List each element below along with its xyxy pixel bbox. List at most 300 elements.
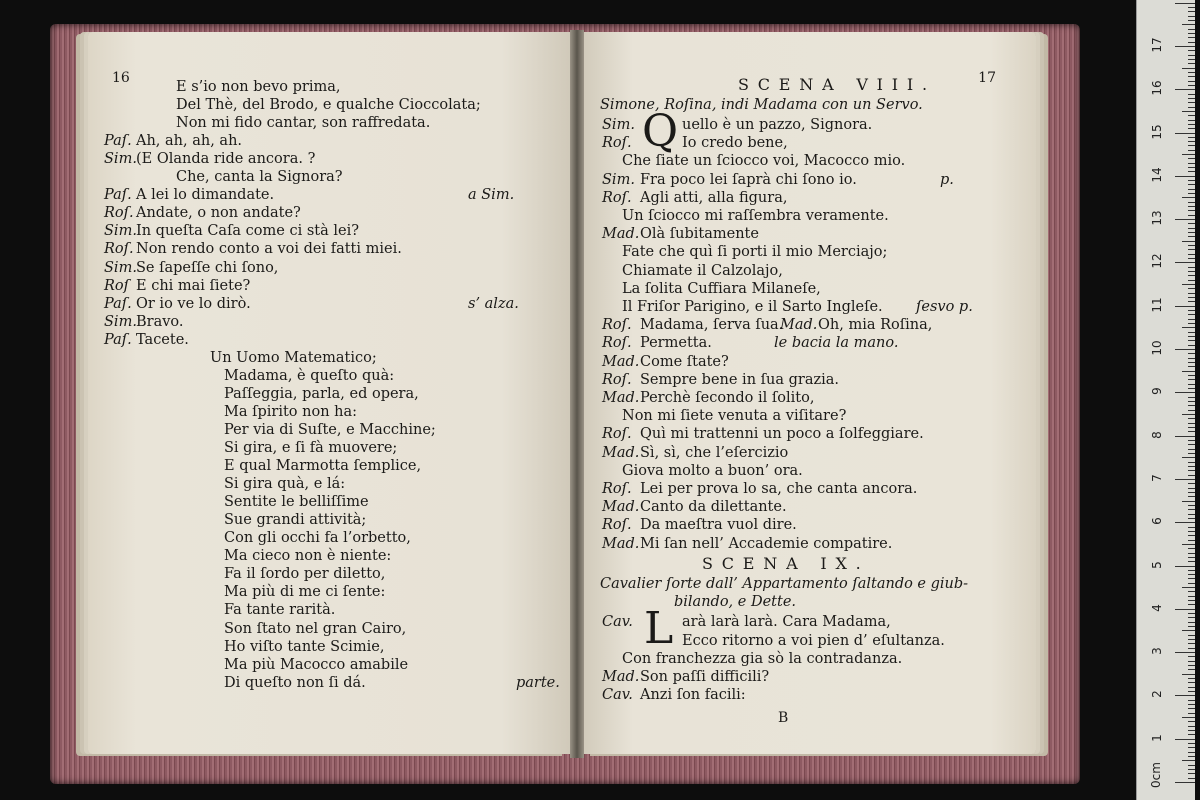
speaker-label: Sim. [104, 313, 137, 330]
ruler-tick [1188, 319, 1195, 320]
verse-line: Con franchezza gia sò la contradanza. [622, 650, 903, 667]
speaker-label: Paſ. [104, 295, 132, 312]
ruler-tick [1175, 89, 1195, 90]
ruler-tick [1188, 310, 1195, 311]
ruler-tick [1175, 609, 1195, 610]
ruler-tick [1188, 639, 1195, 640]
verse-line: Ho viſto tante Scimie, [224, 638, 385, 655]
speaker-label: Roſ. [602, 371, 632, 388]
scene-heading: SCENA IX. [702, 553, 870, 573]
ruler-tick [1188, 431, 1195, 432]
ruler-tick [1188, 184, 1195, 185]
ruler-tick [1182, 68, 1195, 69]
ruler-tick [1175, 392, 1195, 393]
verse-line: La ſolita Cuffiara Milaneſe, [622, 280, 821, 297]
verse-line: Di queſto non ſi dá. [224, 674, 366, 691]
speaker-label: Mad. [602, 669, 640, 685]
ruler-tick [1188, 691, 1195, 692]
ruler-tick [1188, 449, 1195, 450]
page-number-left: 16 [112, 70, 130, 86]
verse-line: Ecco ritorno a voi pien d’ eſultanza. [682, 632, 945, 649]
ruler-tick [1188, 128, 1195, 129]
ruler-tick [1188, 678, 1195, 679]
ruler-tick [1188, 418, 1195, 419]
ruler-tick [1188, 29, 1195, 30]
ruler-tick [1188, 648, 1195, 649]
speaker-label: Roſ. [104, 205, 134, 222]
speaker-label: Mad. [602, 353, 640, 370]
ruler-tick [1175, 436, 1195, 437]
right-page [578, 32, 1036, 754]
ruler-tick [1188, 76, 1195, 77]
verse-line: Non mi ſiete venuta a viſitare? [622, 408, 847, 425]
verse-line: Andate, o non andate? [136, 205, 301, 222]
ruler-tick [1188, 540, 1195, 541]
drop-capital: Q [642, 106, 679, 157]
ruler-tick [1188, 531, 1195, 532]
ruler-tick [1182, 630, 1195, 631]
ruler-tick [1188, 388, 1195, 389]
ruler-number: 1 [1150, 733, 1164, 742]
ruler-tick [1188, 336, 1195, 337]
ruler-number: 11 [1150, 297, 1164, 313]
ruler-tick [1175, 133, 1195, 134]
verse-line: Se ſapeſſe chi ſono, [136, 259, 279, 276]
ruler-tick [1188, 635, 1195, 636]
speaker-label: Mad. [602, 444, 640, 461]
verse-line: (E Olanda ride ancora. ? [136, 151, 316, 168]
ruler-tick [1188, 297, 1195, 298]
ruler-tick [1188, 215, 1195, 216]
scene-cast: bilando, e Dette. [674, 594, 797, 611]
ruler-tick [1188, 332, 1195, 333]
ruler-tick [1175, 739, 1195, 740]
ruler-tick [1188, 765, 1195, 766]
ruler-tick [1188, 323, 1195, 324]
verse-line: Lei per prova lo sa, che canta ancora. [640, 481, 918, 497]
verse-line: Un ſciocco mi raſſembra veramente. [622, 208, 889, 224]
ruler-tick [1188, 444, 1195, 445]
verse-line: E s’io non bevo prima, [176, 79, 341, 95]
speaker-label: Roſ. [602, 426, 632, 443]
ruler-tick [1188, 63, 1195, 64]
verse-line: Permetta. [640, 335, 712, 352]
speaker-label: Mad. [602, 226, 640, 243]
ruler-tick [1188, 7, 1195, 8]
ruler-tick [1182, 717, 1195, 718]
ruler-tick [1188, 700, 1195, 701]
ruler-tick [1188, 401, 1195, 402]
ruler-tick [1175, 566, 1195, 567]
ruler-number: 6 [1150, 517, 1164, 526]
ruler-tick [1188, 596, 1195, 597]
ruler-tick [1188, 375, 1195, 376]
ruler-number: 17 [1150, 37, 1164, 53]
ruler-tick [1188, 496, 1195, 497]
ruler-tick [1175, 349, 1195, 350]
verse-line: Del Thè, del Brodo, e qualche Cioccolata; [176, 97, 481, 114]
book-gutter [570, 30, 584, 758]
left-page [88, 32, 574, 754]
ruler-tick [1188, 557, 1195, 558]
verse-line: Bravo. [136, 313, 184, 330]
speaker-label: Mad. [780, 317, 818, 334]
ruler-tick [1188, 591, 1195, 592]
speaker-label: Roſ. [602, 135, 632, 152]
ruler-tick [1188, 314, 1195, 315]
ruler-tick [1175, 219, 1195, 220]
speaker-label: Paſ. [104, 133, 132, 150]
speaker-label: Sim. [104, 223, 137, 240]
verse-line: Canto da dilettante. [640, 499, 787, 516]
verse-line: Fate che quì ſi porti il mio Merciajo; [622, 244, 888, 261]
ruler-tick [1188, 553, 1195, 554]
ruler-tick [1188, 85, 1195, 86]
verse-line: Fra poco lei ſaprà chi ſono io. [640, 171, 857, 188]
ruler-number: 16 [1150, 80, 1164, 96]
ruler-tick [1188, 366, 1195, 367]
ruler-tick [1182, 501, 1195, 502]
ruler-tick [1188, 55, 1195, 56]
ruler-tick [1175, 652, 1195, 653]
ruler-tick [1188, 665, 1195, 666]
ruler-tick [1188, 509, 1195, 510]
ruler-tick [1188, 98, 1195, 99]
verse-line: Io credo bene, [682, 135, 788, 152]
verse-line: E chi mai ſiete? [136, 277, 251, 294]
speaker-label: Roſ. [104, 241, 134, 258]
verse-line: Come ſtate? [640, 353, 729, 370]
ruler-tick [1182, 414, 1195, 415]
speaker-label: Paſ. [104, 331, 132, 348]
ruler-tick [1175, 262, 1195, 263]
verse-line: Sempre bene in ſua grazia. [640, 371, 839, 388]
ruler-tick [1188, 158, 1195, 159]
ruler-tick [1188, 94, 1195, 95]
ruler-tick [1188, 254, 1195, 255]
ruler-tick [1188, 492, 1195, 493]
verse-line: Si gira, e ſi fà muovere; [224, 440, 398, 456]
ruler-tick [1175, 782, 1195, 783]
ruler-tick [1188, 245, 1195, 246]
stage-direction: s’ alza. [468, 295, 519, 312]
ruler-tick [1182, 154, 1195, 155]
ruler-tick [1188, 405, 1195, 406]
ruler-tick [1188, 734, 1195, 735]
ruler-tick [1188, 340, 1195, 341]
ruler-tick [1188, 669, 1195, 670]
ruler-tick [1188, 193, 1195, 194]
ruler-number: 12 [1150, 253, 1164, 270]
scene-cast: Simone, Roſina, indi Madama con un Servo. [600, 97, 923, 113]
ruler-tick [1188, 228, 1195, 229]
verse-line: Quì mi trattenni un poco a ſolfeggiare. [640, 426, 924, 443]
ruler-number: 9 [1150, 387, 1164, 396]
ruler-tick [1188, 483, 1195, 484]
ruler-tick [1188, 730, 1195, 731]
ruler-number: 4 [1150, 603, 1164, 612]
ruler-number: 7 [1150, 474, 1164, 482]
verse-line: Che, canta la Signora? [176, 169, 343, 186]
ruler-tick [1175, 306, 1195, 307]
speaker-label: Cav. [602, 614, 633, 631]
speaker-label: Mad. [602, 499, 640, 516]
ruler-tick [1188, 548, 1195, 549]
stage-direction: le bacia la mano. [774, 335, 899, 352]
ruler-tick [1182, 544, 1195, 545]
ruler-tick [1188, 59, 1195, 60]
ruler-tick [1188, 535, 1195, 536]
ruler-tick [1188, 171, 1195, 172]
verse-line: Chiamate il Calzolajo, [622, 262, 783, 279]
ruler-tick [1188, 267, 1195, 268]
ruler-tick [1188, 358, 1195, 359]
speaker-label: Sim. [104, 259, 137, 276]
ruler-tick [1188, 50, 1195, 51]
verse-line: Madama, è queſto quà: [224, 367, 395, 384]
ruler-tick [1182, 371, 1195, 372]
ruler-tick [1188, 115, 1195, 116]
ruler-tick [1188, 661, 1195, 662]
ruler-tick [1188, 202, 1195, 203]
ruler-tick [1188, 189, 1195, 190]
verse-line: Ma ſpirito non ha: [224, 403, 358, 420]
verse-line: Madama, ſerva ſua. [640, 317, 784, 334]
stage-direction: a Sim. [468, 187, 515, 204]
verse-line: Tacete. [136, 331, 189, 348]
ruler-tick [1182, 457, 1195, 458]
verse-line: Con gli occhi fa l’orbetto, [224, 530, 411, 547]
ruler-tick [1182, 197, 1195, 198]
ruler-tick [1188, 150, 1195, 151]
verse-line: Non rendo conto a voi dei fatti miei. [136, 241, 402, 258]
verse-line: Oh, mia Roſina, [818, 317, 933, 334]
verse-line: In queſta Caſa come ci stà lei? [136, 223, 359, 240]
ruler-tick [1188, 141, 1195, 142]
ruler-tick [1188, 769, 1195, 770]
ruler-tick [1188, 107, 1195, 108]
speaker-label: Roſ. [602, 317, 632, 334]
ruler-tick [1188, 180, 1195, 181]
ruler-tick [1188, 353, 1195, 354]
ruler-tick [1175, 46, 1195, 47]
stage-direction: p. [940, 171, 954, 188]
verse-line: Per via di Suſte, e Macchine; [224, 421, 436, 438]
ruler-tick [1188, 622, 1195, 623]
ruler-tick [1188, 643, 1195, 644]
ruler-tick [1188, 505, 1195, 506]
ruler-tick [1188, 271, 1195, 272]
ruler-number: 15 [1150, 123, 1164, 140]
ruler-tick [1188, 33, 1195, 34]
ruler-tick [1188, 778, 1195, 779]
ruler-tick [1188, 656, 1195, 657]
ruler-tick [1188, 466, 1195, 467]
ruler-tick [1188, 20, 1195, 21]
ruler-tick [1188, 752, 1195, 753]
ruler-tick [1188, 682, 1195, 683]
ruler-tick [1188, 249, 1195, 250]
speaker-label: Sim. [602, 171, 635, 188]
ruler-tick [1188, 708, 1195, 709]
ruler-tick [1188, 210, 1195, 211]
speaker-label: Roſ. [602, 335, 632, 352]
ruler-tick [1188, 583, 1195, 584]
ruler-tick [1188, 743, 1195, 744]
verse-line: Ma più Macocco amabile [224, 656, 409, 673]
ruler-tick [1188, 704, 1195, 705]
stage-direction: ſesvo p. [916, 299, 973, 315]
ruler-tick [1188, 613, 1195, 614]
ruler-tick [1188, 721, 1195, 722]
ruler-tick [1182, 241, 1195, 242]
speaker-label: Roſ. [602, 481, 632, 497]
ruler-tick [1188, 362, 1195, 363]
ruler-unit-label: 0cm [1149, 762, 1163, 788]
ruler-number: 5 [1150, 560, 1164, 569]
scene-heading: SCENA VIII. [738, 75, 936, 94]
ruler-tick [1188, 427, 1195, 428]
ruler-tick [1188, 37, 1195, 38]
verse-line: Da maeſtra vuol dire. [640, 517, 797, 534]
ruler-tick [1188, 137, 1195, 138]
ruler-tick [1188, 687, 1195, 688]
verse-line: Che ſiate un ſciocco voi, Macocco mio. [622, 153, 906, 170]
ruler-tick [1188, 379, 1195, 380]
ruler-tick [1188, 397, 1195, 398]
drop-capital: L [644, 603, 674, 655]
ruler-tick [1188, 423, 1195, 424]
ruler-tick [1188, 301, 1195, 302]
ruler-tick [1188, 223, 1195, 224]
ruler-number: 14 [1150, 167, 1164, 183]
ruler-tick [1188, 384, 1195, 385]
verse-line: Giova molto a buon’ ora. [622, 462, 803, 479]
ruler-tick [1188, 72, 1195, 73]
verse-line: Perchè ſecondo il ſolito, [640, 390, 815, 406]
ruler-tick [1188, 773, 1195, 774]
verse-line: Paſſeggia, parla, ed opera, [224, 385, 419, 402]
ruler-number: 2 [1150, 690, 1164, 699]
ruler-tick [1188, 11, 1195, 12]
speaker-label: Roſ [104, 277, 130, 294]
ruler-number: 3 [1150, 647, 1164, 655]
verse-line: Mi ſan nell’ Accademie compatire. [640, 535, 893, 552]
speaker-label: Paſ. [104, 187, 132, 204]
speaker-label: Mad. [602, 535, 640, 552]
ruler-tick [1175, 479, 1195, 480]
verse-line: Sue grandi attività; [224, 512, 367, 529]
ruler-tick [1188, 462, 1195, 463]
speaker-label: Mad. [602, 390, 640, 406]
ruler-tick [1188, 756, 1195, 757]
ruler-tick [1188, 275, 1195, 276]
ruler-tick [1188, 288, 1195, 289]
ruler-tick [1188, 626, 1195, 627]
verse-line: Sì, sì, che l’eſercizio [640, 444, 789, 461]
ruler-tick [1188, 280, 1195, 281]
ruler-tick [1188, 617, 1195, 618]
speaker-label: Sim. [104, 151, 137, 168]
ruler-tick [1188, 570, 1195, 571]
verse-line: Son paſſi difficili? [640, 669, 770, 685]
ruler-tick [1182, 111, 1195, 112]
stage-direction: parte. [516, 674, 560, 691]
ruler-tick [1188, 578, 1195, 579]
ruler-tick [1188, 726, 1195, 727]
ruler-tick [1188, 514, 1195, 515]
ruler-tick [1188, 410, 1195, 411]
ruler-tick [1188, 206, 1195, 207]
verse-line: Or io ve lo dirò. [136, 295, 251, 312]
verse-line: Anzi ſon facili: [640, 687, 746, 704]
ruler-tick [1188, 600, 1195, 601]
verse-line: Fa il ſordo per diletto, [224, 566, 386, 583]
speaker-label: Sim. [602, 117, 635, 133]
verse-line: uello è un pazzo, Signora. [682, 117, 873, 133]
verse-line: Ma più di me ci ſente: [224, 584, 386, 601]
verse-line: Agli atti, alla figura, [640, 189, 788, 206]
ruler-tick [1188, 120, 1195, 121]
ruler-tick [1188, 604, 1195, 605]
speaker-label: Roſ. [602, 517, 632, 534]
speaker-label: Cav. [602, 687, 633, 704]
ruler-tick [1188, 527, 1195, 528]
ruler-tick [1175, 176, 1195, 177]
page-number-right: 17 [978, 70, 996, 86]
speaker-label: Roſ. [602, 189, 632, 206]
verse-line: Olà ſubitamente [640, 226, 759, 243]
ruler-number: 13 [1150, 210, 1164, 226]
ruler-tick [1188, 440, 1195, 441]
ruler-number: 8 [1150, 430, 1164, 439]
ruler-tick [1188, 713, 1195, 714]
ruler-tick [1188, 293, 1195, 294]
ruler-tick [1182, 327, 1195, 328]
ruler-number: 10 [1150, 340, 1164, 356]
ruler-tick [1182, 587, 1195, 588]
ruler-tick [1188, 16, 1195, 17]
ruler-tick [1188, 81, 1195, 82]
verse-line: arà larà larà. Cara Madama, [682, 614, 891, 631]
ruler-tick [1188, 163, 1195, 164]
verse-line: Ma cieco non è niente: [224, 548, 392, 565]
ruler-tick [1188, 488, 1195, 489]
signature-mark: B [778, 710, 789, 727]
verse-line: Ah, ah, ah, ah. [136, 133, 243, 150]
ruler-tick [1188, 475, 1195, 476]
ruler-tick [1182, 760, 1195, 761]
ruler-tick [1188, 747, 1195, 748]
ruler-tick [1188, 232, 1195, 233]
verse-line: Son ſtato nel gran Cairo, [224, 620, 407, 637]
ruler-tick [1188, 518, 1195, 519]
ruler-tick [1188, 561, 1195, 562]
ruler-tick [1188, 42, 1195, 43]
ruler-tick [1188, 470, 1195, 471]
verse-line: Il Friſor Parigino, e il Sarto Ingleſe. [622, 299, 883, 315]
ruler-tick [1182, 674, 1195, 675]
ruler-tick [1182, 284, 1195, 285]
ruler-tick [1188, 345, 1195, 346]
ruler-tick [1182, 24, 1195, 25]
measuring-ruler [1136, 0, 1195, 800]
ruler-tick [1188, 258, 1195, 259]
ruler-tick [1188, 236, 1195, 237]
ruler-tick [1188, 102, 1195, 103]
verse-line: Fa tante rarità. [224, 602, 336, 619]
ruler-tick [1175, 695, 1195, 696]
